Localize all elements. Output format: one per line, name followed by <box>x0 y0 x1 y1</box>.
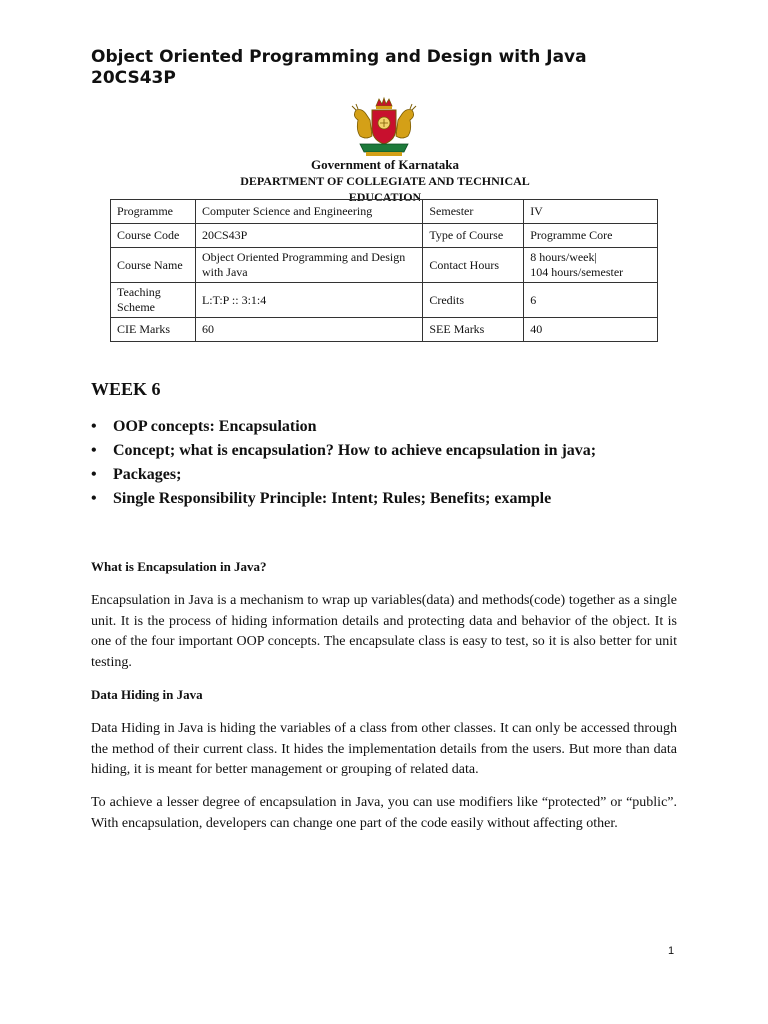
encapsulation-paragraph: Encapsulation in Java is a mechanism to wrap up variables(data) and methods(code) together as a single unit. It is the process of hiding information details and protecting data and behavior of the object. It is one of the four important OOP concepts. The encapsulate class is easy to test, so it is also better for unit testing. <box>91 593 677 670</box>
contact-hours-semester: 104 hours/semester <box>530 265 624 279</box>
table-value: 40 <box>524 318 658 342</box>
department-name: DEPARTMENT OF COLLEGIATE AND TECHNICAL EDUCATION <box>240 174 530 204</box>
course-details-table <box>110 199 658 342</box>
table-label: Credits <box>423 283 524 318</box>
table-value: Computer Science and Engineering <box>195 200 422 224</box>
data-hiding-paragraph: Data Hiding in Java is hiding the variables of a class from other classes. It can only be accessed through the method of their current class. It hides the implementation details from the users. But more than data hiding, it is meant for better management or grouping of related data. <box>91 721 677 778</box>
modifiers-paragraph: To achieve a lesser degree of encapsulation in Java, you can use modifiers like “protected” or “public”. With encapsulation, developers can change one part of the code easily without affecting other. <box>91 795 677 831</box>
bullet-icon: • <box>91 442 97 459</box>
topic-list <box>91 415 731 511</box>
bullet-icon: • <box>91 490 97 507</box>
topic-text: Concept; what is encapsulation? How to achieve encapsulation in java; <box>113 442 597 459</box>
contact-hours-week: 8 hours/week| <box>530 250 597 264</box>
title-line-2: 20CS43P <box>91 68 176 88</box>
table-label: Programme <box>111 200 196 224</box>
topic-text: Single Responsibility Principle: Intent; Rules; Benefits; example <box>113 490 552 507</box>
karnataka-emblem-icon <box>346 96 422 158</box>
data-hiding-heading: Data Hiding in Java <box>91 687 203 702</box>
table-value <box>524 248 658 283</box>
document-title <box>91 47 711 89</box>
table-value: 20CS43P <box>195 224 422 248</box>
list-item <box>91 439 731 463</box>
list-item <box>91 463 731 487</box>
week-heading: WEEK 6 <box>91 379 161 399</box>
table-label: Semester <box>423 200 524 224</box>
list-item <box>91 415 731 439</box>
table-row <box>111 224 658 248</box>
table-row <box>111 318 658 342</box>
table-value: 6 <box>524 283 658 318</box>
bullet-icon: • <box>91 418 97 435</box>
table-row <box>111 248 658 283</box>
table-label: Teaching Scheme <box>111 283 196 318</box>
table-value: Object Oriented Programming and Design with Java <box>195 248 422 283</box>
page-number: 1 <box>668 945 675 957</box>
table-label: CIE Marks <box>111 318 196 342</box>
table-value: Programme Core <box>524 224 658 248</box>
encapsulation-heading: What is Encapsulation in Java? <box>91 559 267 574</box>
table-label: SEE Marks <box>423 318 524 342</box>
topic-text: OOP concepts: Encapsulation <box>113 418 317 435</box>
table-row <box>111 283 658 318</box>
table-value: L:T:P :: 3:1:4 <box>195 283 422 318</box>
title-line-1: Object Oriented Programming and Design with Java <box>91 47 587 67</box>
table-value: 60 <box>195 318 422 342</box>
table-label: Course Code <box>111 224 196 248</box>
table-label: Contact Hours <box>423 248 524 283</box>
table-label: Course Name <box>111 248 196 283</box>
table-row <box>111 200 658 224</box>
bullet-icon: • <box>91 466 97 483</box>
issuing-authority <box>220 157 550 205</box>
government-name: Government of Karnataka <box>310 157 460 172</box>
table-value: IV <box>524 200 658 224</box>
topic-text: Packages; <box>113 466 182 483</box>
table-label: Type of Course <box>423 224 524 248</box>
list-item <box>91 487 731 511</box>
